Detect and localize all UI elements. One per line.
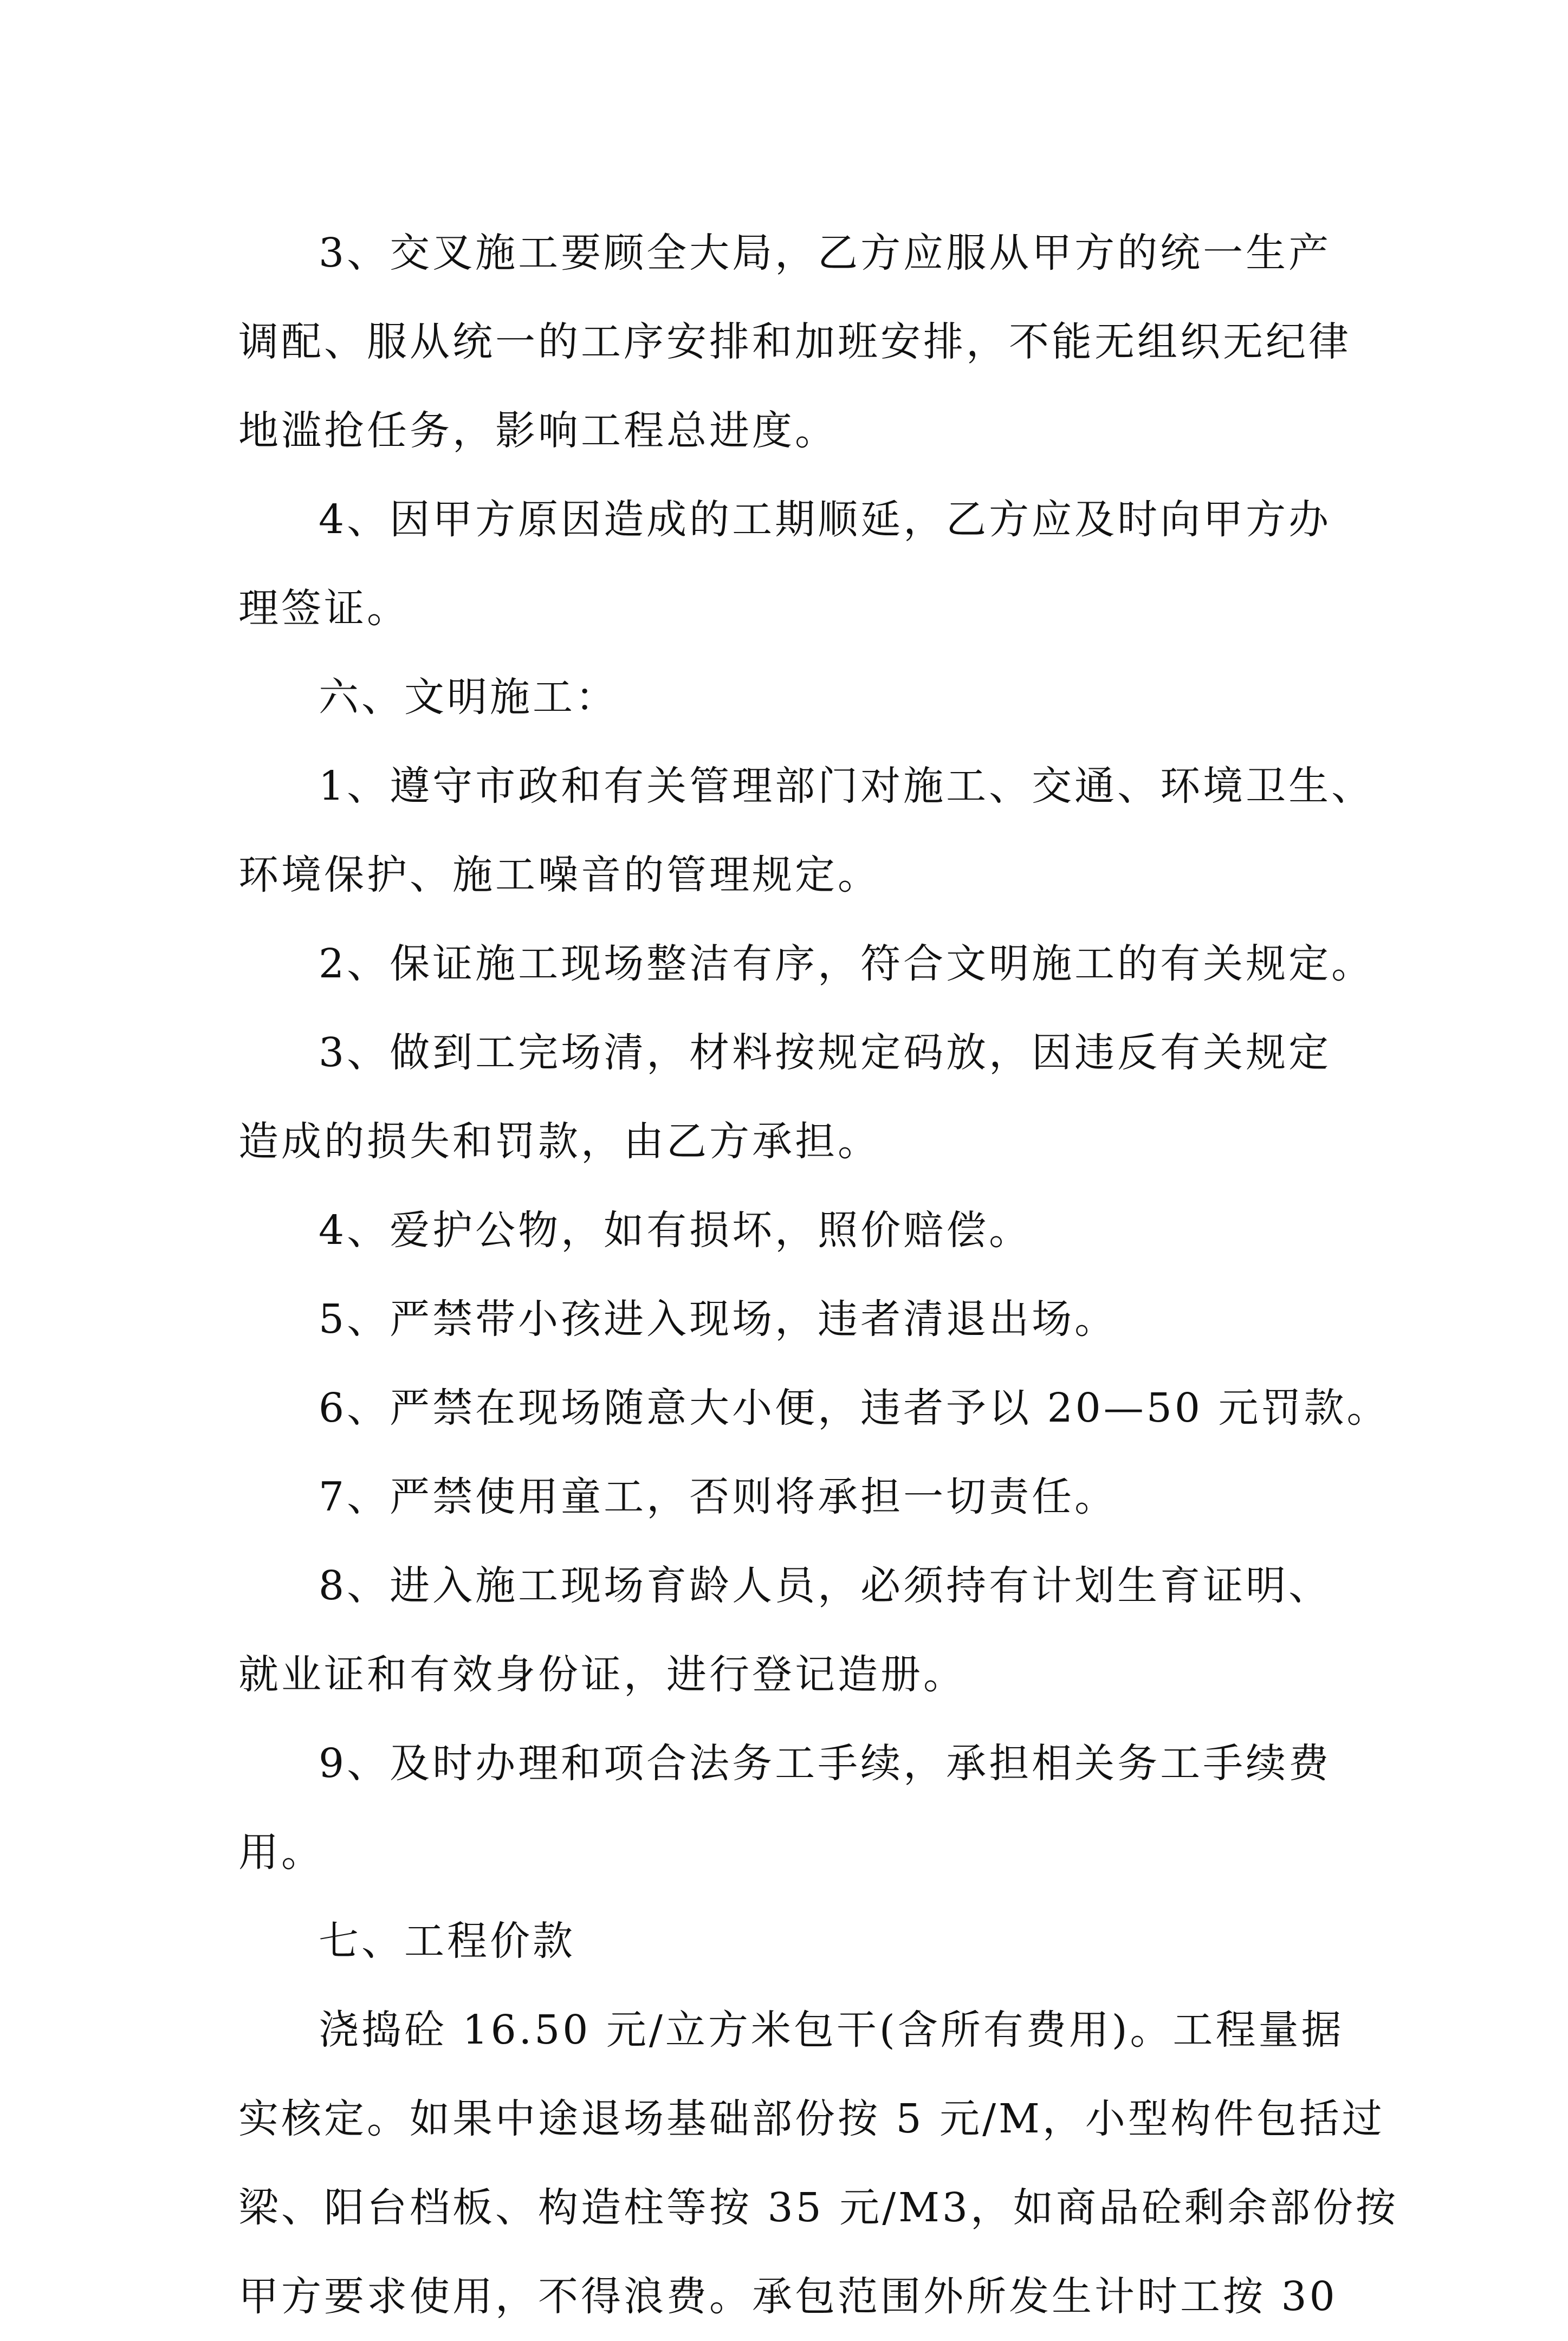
- text-line: 6、严禁在现场随意大小便，违者予以 20—50 元罚款。: [319, 1385, 1390, 1431]
- clause-6-3: [238, 1008, 1349, 1186]
- clause-5-4: [238, 475, 1349, 653]
- clause-6-7: [238, 1452, 1349, 1541]
- text-line: 环境保护、施工噪音的管理规定。: [238, 852, 880, 898]
- text-line: 调配、服从统一的工序安排和加班安排，不能无组织无纪律: [238, 319, 1351, 365]
- section-heading: 六、文明施工：: [319, 674, 618, 721]
- text-line: 3、做到工完场清，材料按规定码放，因违反有关规定: [319, 1029, 1332, 1076]
- document-body: [238, 209, 1398, 2341]
- text-line: 甲方要求使用，不得浪费。承包范围外所发生计时工按 30: [238, 2273, 1338, 2320]
- text-line: 造成的损失和罚款，由乙方承担。: [238, 1118, 880, 1165]
- section-heading-6: [238, 653, 1349, 742]
- clause-5-3: [238, 209, 1349, 475]
- text-line: 4、因甲方原因造成的工期顺延，乙方应及时向甲方办: [319, 496, 1332, 543]
- text-line: 8、进入施工现场育龄人员，必须持有计划生育证明、: [319, 1562, 1332, 1609]
- text-line: 7、严禁使用童工，否则将承担一切责任。: [319, 1474, 1118, 1520]
- section-heading: 七、工程价款: [319, 1918, 575, 1964]
- text-line: 理签证。: [238, 585, 410, 632]
- section-heading-7: [238, 1897, 1349, 1986]
- text-line: 3、交叉施工要顾全大局，乙方应服从甲方的统一生产: [319, 230, 1332, 276]
- text-line: 地滥抢任务，影响工程总进度。: [238, 407, 838, 454]
- clause-6-9: [238, 1719, 1349, 1897]
- text-line: 5、严禁带小孩进入现场，违者清退出场。: [319, 1296, 1118, 1343]
- clause-6-1: [238, 742, 1375, 919]
- text-line: 梁、阳台档板、构造柱等按 35 元/M3，如商品砼剩余部份按: [238, 2184, 1398, 2231]
- text-line: 浇捣砼 16.50 元/立方米包干(含所有费用)。工程量据: [319, 2007, 1344, 2053]
- text-line: 9、及时办理和项合法务工手续，承担相关务工手续费: [319, 1740, 1332, 1787]
- text-line: 4、爱护公物，如有损坏，照价赔偿。: [319, 1207, 1032, 1254]
- clause-6-5: [238, 1275, 1349, 1364]
- clause-6-8: [238, 1541, 1349, 1719]
- text-line: 用。: [238, 1829, 324, 1876]
- text-line: 1、遵守市政和有关管理部门对施工、交通、环境卫生、: [319, 763, 1375, 809]
- clause-7-price: [238, 1986, 1398, 2341]
- clause-6-6: [238, 1364, 1390, 1452]
- text-line: 实核定。如果中途退场基础部份按 5 元/M，小型构件包括过: [238, 2096, 1385, 2142]
- text-line: 2、保证施工现场整洁有序，符合文明施工的有关规定。: [319, 941, 1375, 987]
- clause-6-4: [238, 1186, 1349, 1275]
- clause-6-2: [238, 919, 1375, 1008]
- text-line: 就业证和有效身份证，进行登记造册。: [238, 1651, 966, 1698]
